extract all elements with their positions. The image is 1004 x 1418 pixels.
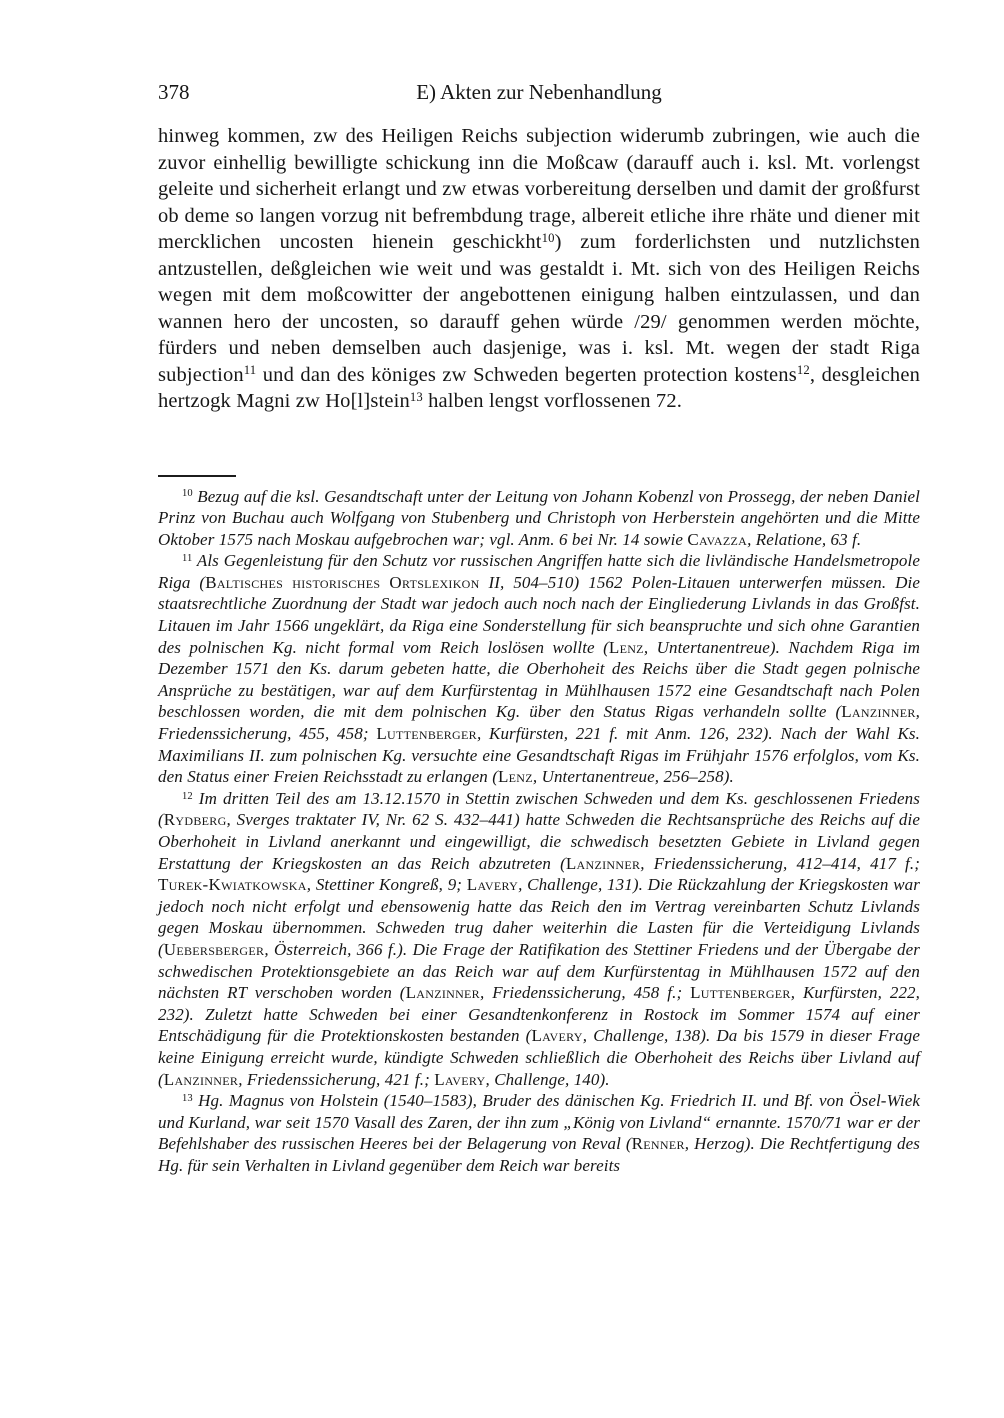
- footnote-separator-rule: [158, 475, 236, 477]
- footnote-10: $^{10}$ Bezug auf die ksl. Gesandtschaft unter der Leitung von Johann Kobenzl von Prossegg, der neben Daniel Prinz von Buchau auch Wolfgang von Stubenberg und Christoph von Herberstein angehörten und die Mitte Oktober 1575 nach Moskau aufgebrochen war; vgl. Anm. 6 bei Nr. 14 sowie Cavazza, Relatione, 63 f.: [158, 486, 920, 549]
- running-header: E) Akten zur Nebenhandlung: [416, 80, 662, 104]
- text-column: [158, 78, 920, 1177]
- page-number: 378: [158, 80, 190, 104]
- main-text-paragraph: hinweg kommen, zw des Heiligen Reichs subjection widerumb zubringen, wie auch die zuvor einhellig bewilligte schickung inn die Moßcaw (darauff auch i. ksl. Mt. vorlengst geleite und sicherheit erlangt und zw etwas vorbereitung derselben und damit der großfurst ob deme so langen vorzug nit befrembdung trage, albereit etliche ihre rhäte und diener mit mercklichen uncosten hienein geschickht$^{10}$) zum forderlichsten und nutzlichsten antzustellen, deßgleichen wie weit und was gestaldt i. Mt. sich von des Heiligen Reichs wegen mit dem moßcowitter der angebottenen einigung halben eintzulassen, und dan wannen hero der uncosten, so darauff gehen würde /29/ genommen werden möchte, fürders und neben demselben auch dasjenige, was i. ksl. Mt. wegen der stadt Riga subjection$^{11}$ und dan des königes zw Schweden begerten protection kostens$^{12}$, desgleichen hertzogk Magni zw Ho[l]stein$^{13}$ halben lengst vorflossenen 72.: [158, 125, 920, 412]
- footnote-12: $^{12}$ Im dritten Teil des am 13.12.1570 in Stettin zwischen Schweden und dem Ks. geschlossenen Friedens (Rydberg, Sverges traktater IV, Nr. 62 S. 432–441) hatte Schweden die Rechtsansprüche des Reichs auf die Oberhoheit in Livland anerkannt und eingewilligt, die schwedisch besetzten Gebiete in Livland gegen Erstattung der Kriegskosten an das Reich abzutreten (Lanzinner, Friedenssicherung, 412–414, 417 f.; Turek-Kwiatkowska, Stettiner Kongreß, 9; Lavery, Challenge, 131). Die Rückzahlung der Kriegskosten war jedoch noch nicht erfolgt und ebensowenig hatte das Reich den im Vertrag vereinbarten Schutz Livlands gegen Moskau übernommen. Schweden trug daher weiterhin die Lasten für die Verteidigung Livlands (Uebersberger, Österreich, 366 f.). Die Frage der Ratifikation des Stettiner Friedens und der Übergabe der schwedischen Protektionsgebiete an das Reich war auf dem Kurfürstentag in Mühlhausen 1572 auf den nächsten RT verschoben worden (Lanzinner, Friedenssicherung, 458 f.; Luttenberger, Kurfürsten, 222, 232). Zuletzt hatte Schweden bei einer Gesandtenkonferenz in Rostock im Sommer 1574 auf einer Entschädigung für die Protektionskosten bestanden (Lavery, Challenge, 138). Da bis 1579 in dieser Frage keine Einigung erreicht wurde, kündigte Schweden schließlich die Oberhoheit des Reichs über Livland auf (Lanzinner, Friedenssicherung, 421 f.; Lavery, Challenge, 140).: [158, 788, 920, 1089]
- footnotes-block: [158, 486, 920, 1177]
- footnote-13: $^{13}$ Hg. Magnus von Holstein (1540–1583), Bruder des dänischen Kg. Friedrich II. und Bf. von Ösel-Wiek und Kurland, war seit 1570 Vasall des Zaren, der ihn zum „König von Livland“ ernannte. 1570/71 war er der Befehlshaber des russischen Heeres bei der Belagerung von Reval (Renner, Herzog). Die Rechtfertigung des Hg. für sein Verhalten in Livland gegenüber dem Reich war bereits: [158, 1091, 920, 1175]
- page-header: [158, 78, 920, 106]
- footnote-11: $^{11}$ Als Gegenleistung für den Schutz vor russischen Angriffen hatte sich die livländische Handelsmetropole Riga (Baltisches historisches Ortslexikon II, 504–510) 1562 Polen-Litauen unterwerfen müssen. Die staatsrechtliche Zuordnung der Stadt war jedoch auch noch nach der Eingliederung Livlands in das Großfst. Litauen im Jahr 1566 ungeklärt, da Riga eine Sonderstellung für sich beanspruchte und sich ohne Garantien des polnischen Kg. nicht formal vom Reich loslösen wollte (Lenz, Untertanentreue). Nachdem Riga im Dezember 1571 den Ks. darum gebeten hatte, die Oberhoheit des Reichs über die Stadt gegen polnische Ansprüche zu bestätigen, war auf dem Kurfürstentag in Mühlhausen 1572 eine Gesandtschaft nach Polen beschlossen worden, die mit dem polnischen Kg. über den Status Rigas verhandeln sollte (Lanzinner, Friedenssicherung, 455, 458; Luttenberger, Kurfürsten, 221 f. mit Anm. 126, 232). Nach der Wahl Ks. Maximilians II. zum polnischen Kg. versuchte eine Gesandtschaft Rigas im Frühjahr 1576 erfolglos, vom Ks. den Status einer Freien Reichsstadt zu erlangen (Lenz, Untertanentreue, 256–258).: [158, 551, 920, 787]
